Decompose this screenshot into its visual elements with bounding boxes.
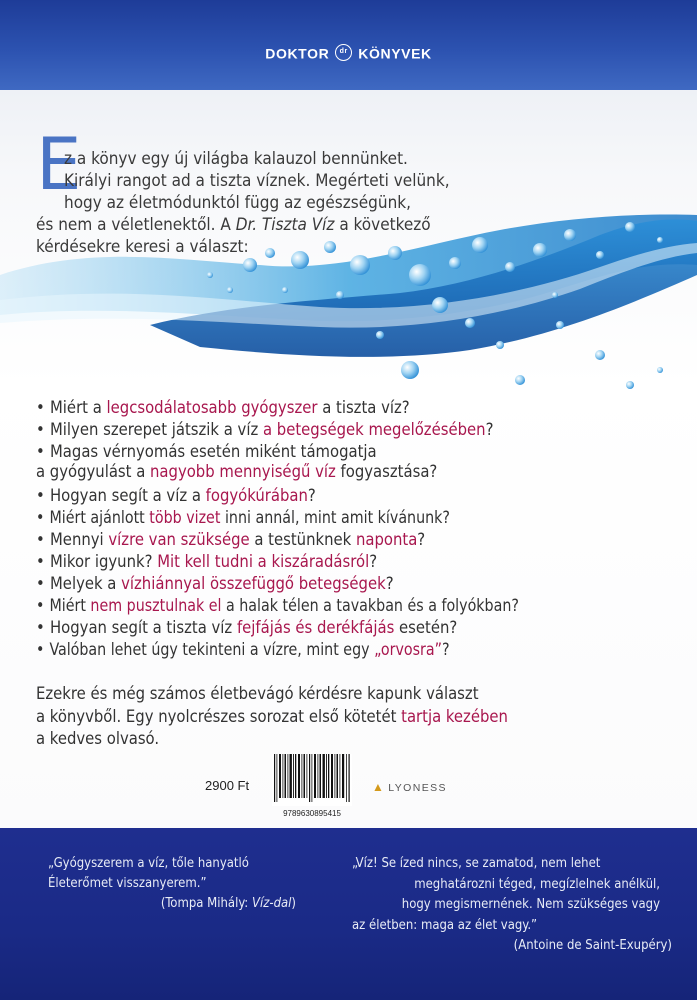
intro-line-3: hogy az életmódunktól függ az egészségünk,: [64, 193, 411, 213]
list-item-continuation: a gyógyulást a nagyobb mennyiségű víz fogyasztása?: [36, 462, 438, 481]
isbn-number: 9789630895415: [283, 809, 341, 818]
dr-logo-icon: dr: [335, 44, 352, 61]
quote-left-attribution: (Tompa Mihály: Víz-dal): [160, 896, 296, 911]
intro-line-5: kérdésekre keresi a választ:: [36, 237, 249, 257]
outro-line-1: Ezekre és még számos életbevágó kérdésre kapunk választ: [36, 684, 479, 703]
list-item: • Valóban lehet úgy tekinteni a vízre, mint egy „orvosra”?: [36, 640, 450, 659]
list-item: • Miért nem pusztulnak el a halak télen a tavakban és a folyókban?: [36, 596, 519, 615]
series-brand: [0, 44, 697, 62]
brand-left: DOKTOR: [265, 45, 330, 62]
brand-right: KÖNYVEK: [358, 45, 432, 62]
list-item: • Melyek a vízhiánnyal összefüggő betegségek?: [36, 574, 394, 593]
outro-line-2: a könyvből. Egy nyolcrészes sorozat első kötetét tartja kezében: [36, 706, 508, 726]
publisher-logo: ▲ LYONESS: [372, 780, 447, 794]
outro-line-3: a kedves olvasó.: [36, 729, 160, 748]
intro-line-4: és nem a véletlenektől. A Dr. Tiszta Víz a következő: [36, 215, 431, 235]
intro-line-1: z a könyv egy új világba kalauzol bennünket.: [64, 149, 408, 169]
outro-paragraph: [36, 683, 676, 751]
list-item: • Mennyi vízre van szüksége a testünknek naponta?: [36, 530, 426, 549]
quote-right-attribution: (Antoine de Saint-Exupéry): [513, 938, 672, 953]
list-item: • Miért ajánlott több vizet inni annál, mint amit kívánunk?: [36, 508, 450, 527]
list-item: • Magas vérnyomás esetén miként támogatja: [36, 442, 377, 461]
barcode: [272, 754, 352, 806]
list-item: • Mikor igyunk? Mit kell tudni a kiszáradásról?: [36, 552, 378, 571]
book-title-inline: Dr. Tiszta Víz: [235, 215, 335, 235]
quote-right: „Víz! Se ízed nincs, se zamatod, nem lehet meghatározni téged, megízlelnek anélkül, hogy megismernének. Nem szükséges vagy az életben: maga az élet vagy.” (Antoine de Saint-Exupéry): [352, 854, 672, 957]
barcode-bars: [272, 754, 352, 802]
list-item: • Hogyan segít a víz a fogyókúrában?: [36, 486, 316, 505]
price-label: 2900 Ft: [205, 778, 250, 793]
list-item: • Milyen szerepet játszik a víz a betegségek megelőzésében?: [36, 420, 494, 439]
list-item: • Miért a legcsodálatosabb gyógyszer a tiszta víz?: [36, 398, 410, 417]
list-item: • Hogyan segít a tiszta víz fejfájás és derékfájás esetén?: [36, 618, 458, 637]
quote-left: „Gyógyszerem a víz, tőle hanyatló Életerőmet visszanyerem.” (Tompa Mihály: Víz-dal): [48, 854, 318, 914]
lyoness-icon: ▲: [372, 780, 386, 794]
intro-line-2: Királyi rangot ad a tiszta víznek. Megérteti velünk,: [64, 171, 450, 191]
dropcap-letter: E: [36, 122, 82, 206]
